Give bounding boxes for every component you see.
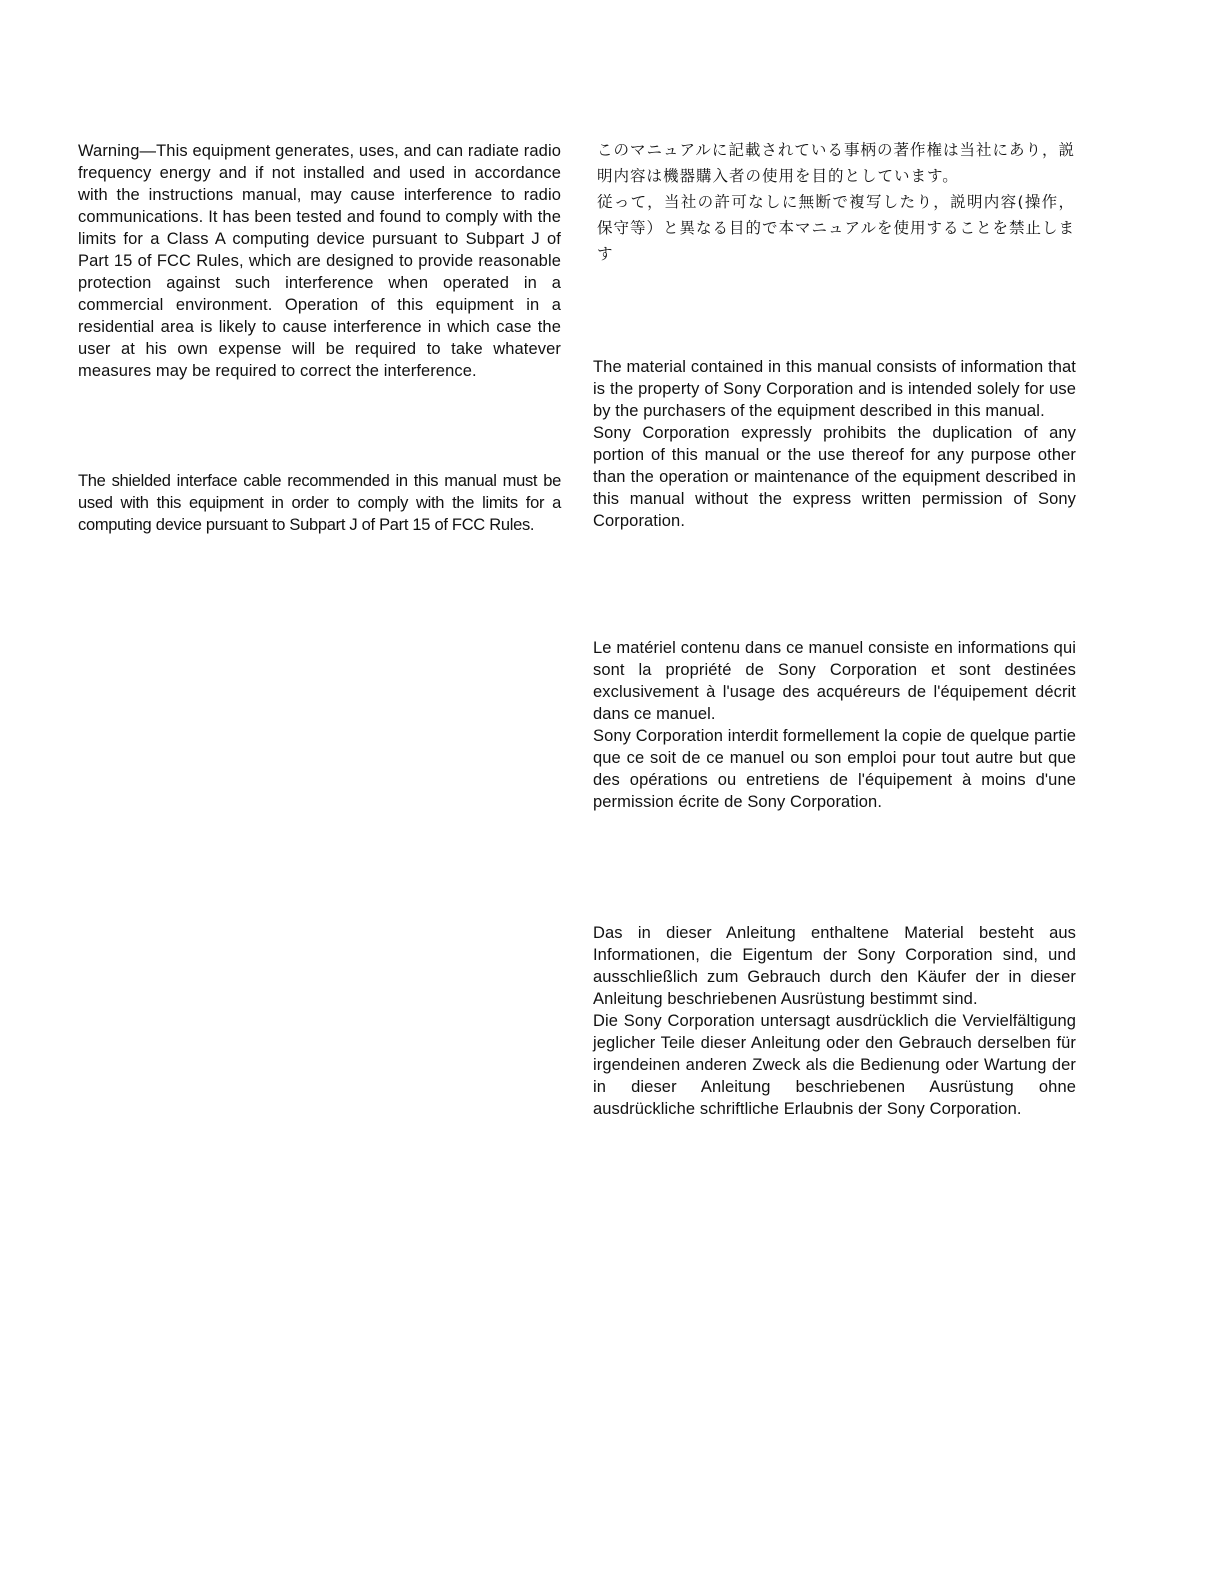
copyright-notice-german-p1: Das in dieser Anleitung enthaltene Material besteht aus Informationen, die Eigentum der Sony Corporation sind, und ausschließlich zum Gebrauch durch den Käufer der in dieser Anleitung beschriebenen Ausrüstung bestimmt sind. <box>593 924 1076 1008</box>
copyright-notice-french-p2: Sony Corporation interdit formellement la copie de quelque partie que ce soit de ce manuel ou son emploi pour tout autre but que des opérations ou entretiens de l'équipement à moins d'une permission écrite de Sony Corporation. <box>593 727 1076 811</box>
fcc-warning-text: Warning—This equipment generates, uses, and can radiate radio frequency energy and if not installed and used in accordance with the instructions manual, may cause interference to radio communications. It has been tested and found to comply with the limits for a Class A computing device pursuant to Subpart J of Part 15 of FCC Rules, which are designed to provide reasonable protection against such interference when operated in a commercial environment. Operation of this equipment in a residential area is likely to cause interference in which case the user at his own expense will be required to take whatever measures may be required to correct the interference. <box>78 142 561 380</box>
shielded-cable-text: The shielded interface cable recommended in this manual must be used with this equipment in order to comply with the limits for a computing device pursuant to Subpart J of Part 15 of FCC Rules. <box>78 472 561 534</box>
copyright-notice-french-p1: Le matériel contenu dans ce manuel consiste en informations qui sont la propriété de Sony Corporation et sont destinées exclusivement à l'usage des acquéreurs de l'équipement décrit dans ce manuel. <box>593 639 1076 723</box>
copyright-notice-japanese <box>597 137 1075 267</box>
copyright-notice-german <box>593 922 1076 1120</box>
copyright-notice-english-p2: Sony Corporation expressly prohibits the duplication of any portion of this manual or the use thereof for any purpose other than the operation or maintenance of the equipment described in this manual without the express written permission of Sony Corporation. <box>593 424 1076 530</box>
copyright-notice-english <box>593 356 1076 532</box>
copyright-notice-japanese-p2: 従って，当社の許可なしに無断で複写したり，説明内容(操作，保守等）と異なる目的で本マニュアルを使用することを禁止します <box>597 193 1075 263</box>
copyright-notice-german-p2: Die Sony Corporation untersagt ausdrücklich die Vervielfältigung jeglicher Teile dieser Anleitung oder den Gebrauch derselben für irgendeinen anderen Zweck als die Bedienung oder Wartung der in dieser Anleitung beschriebenen Ausrüstung ohne ausdrückliche schriftliche Erlaubnis der Sony Corporation. <box>593 1012 1076 1118</box>
fcc-warning-notice <box>78 140 561 382</box>
copyright-notice-japanese-p1: このマニュアルに記載されている事柄の著作権は当社にあり，説明内容は機器購入者の使用を目的としています。 <box>597 141 1075 185</box>
copyright-notice-english-p1: The material contained in this manual consists of information that is the property of Sony Corporation and is intended solely for use by the purchasers of the equipment described in this manual. <box>593 358 1076 420</box>
copyright-notice-french <box>593 637 1076 813</box>
shielded-cable-notice <box>78 470 561 536</box>
